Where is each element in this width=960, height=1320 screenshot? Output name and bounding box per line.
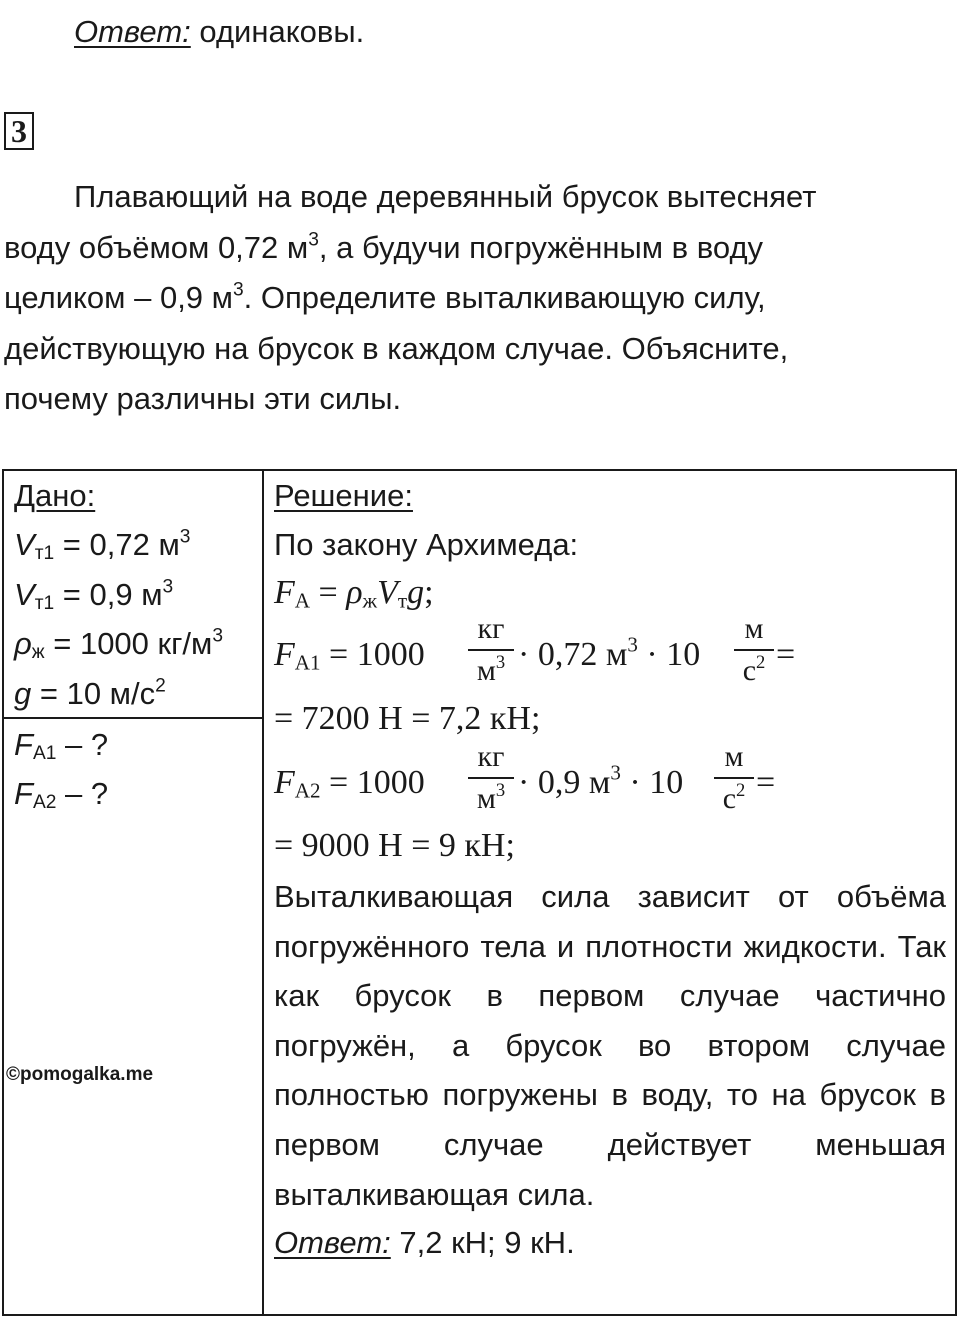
problem-line-2: воду объёмом 0,72 $м^3$, а будучи погружённым в воду bbox=[4, 229, 764, 265]
explanation-text: Выталкивающая сила зависит от объёма погружённого тела и плотности жидкости. Так как брусок в первом случае частично погружён, а брусок во втором случае полностью погружены в воду, то на брусок в первом случае действует меньшая выталкивающая сила. bbox=[274, 879, 946, 1212]
calc-1-left: $F_{A1} = 1000$ bbox=[274, 636, 425, 675]
table-column-divider bbox=[262, 469, 264, 1316]
problem-statement bbox=[4, 172, 884, 425]
final-answer-text: 7,2 кН; 9 кН. bbox=[390, 1225, 575, 1260]
final-answer bbox=[274, 1225, 575, 1261]
calc-1-result: = 7200 Н = 7,2 кН; bbox=[274, 700, 541, 737]
problem-line-1: Плавающий на воде деревянный брусок вытесняет bbox=[74, 179, 817, 214]
calc-1-equals: = bbox=[776, 636, 796, 673]
archimedes-law: По закону Архимеда: bbox=[274, 527, 579, 562]
calc-2-middle: · 0,9 $м^3 \cdot 10$ bbox=[518, 760, 684, 801]
find-force-2: $F_{A2}$ – ? bbox=[14, 776, 109, 814]
calc-2-fraction-density-unit: кг $м^3$ bbox=[468, 740, 514, 816]
previous-answer-text: одинаковы. bbox=[199, 14, 365, 49]
given-volume-2: $V_{т1} = 0,9$ $м^3$ bbox=[14, 576, 174, 615]
given-gravity: g = 10 $м/с^2$ bbox=[14, 675, 166, 711]
problem-line-5: почему различны эти силы. bbox=[4, 381, 402, 416]
final-answer-label: Ответ: bbox=[274, 1225, 391, 1260]
calc-2-left: $F_{A2} = 1000$ bbox=[274, 764, 425, 803]
calc-1-fraction-accel-unit: м $с^2$ bbox=[734, 612, 774, 688]
task-number: 3 bbox=[4, 112, 34, 150]
given-volume-1: $V_{т1} = 0,72$ $м^3$ bbox=[14, 526, 191, 565]
previous-answer-label: Ответ: bbox=[74, 14, 191, 49]
given-title: Дано: bbox=[14, 478, 96, 513]
problem-line-4: действующую на брусок в каждом случае. Объясните, bbox=[4, 330, 789, 366]
calc-1-fraction-density-unit: кг $м^3$ bbox=[468, 612, 514, 688]
calc-1-middle: · 0,72 $м^3 \cdot 10$ bbox=[518, 632, 701, 673]
calc-2-fraction-accel-unit: м $с^2$ bbox=[714, 740, 754, 816]
find-force-1: $F_{A1}$ – ? bbox=[14, 727, 109, 765]
watermark: ©pomogalka.me bbox=[6, 1064, 154, 1085]
archimedes-formula: $F_A = \rho_жV_тg$; bbox=[274, 574, 434, 613]
calc-2-result: = 9000 Н = 9 кН; bbox=[274, 827, 515, 864]
given-find-divider bbox=[2, 717, 263, 719]
solution-title: Решение: bbox=[274, 478, 413, 513]
calc-2-equals: = bbox=[756, 764, 776, 801]
problem-line-3: целиком – 0,9 $м^3$. Определите выталкивающую силу, bbox=[4, 279, 766, 315]
previous-answer bbox=[74, 14, 364, 50]
given-density: $\rho_ж = 1000$ $кг/м^3$ bbox=[14, 625, 224, 664]
